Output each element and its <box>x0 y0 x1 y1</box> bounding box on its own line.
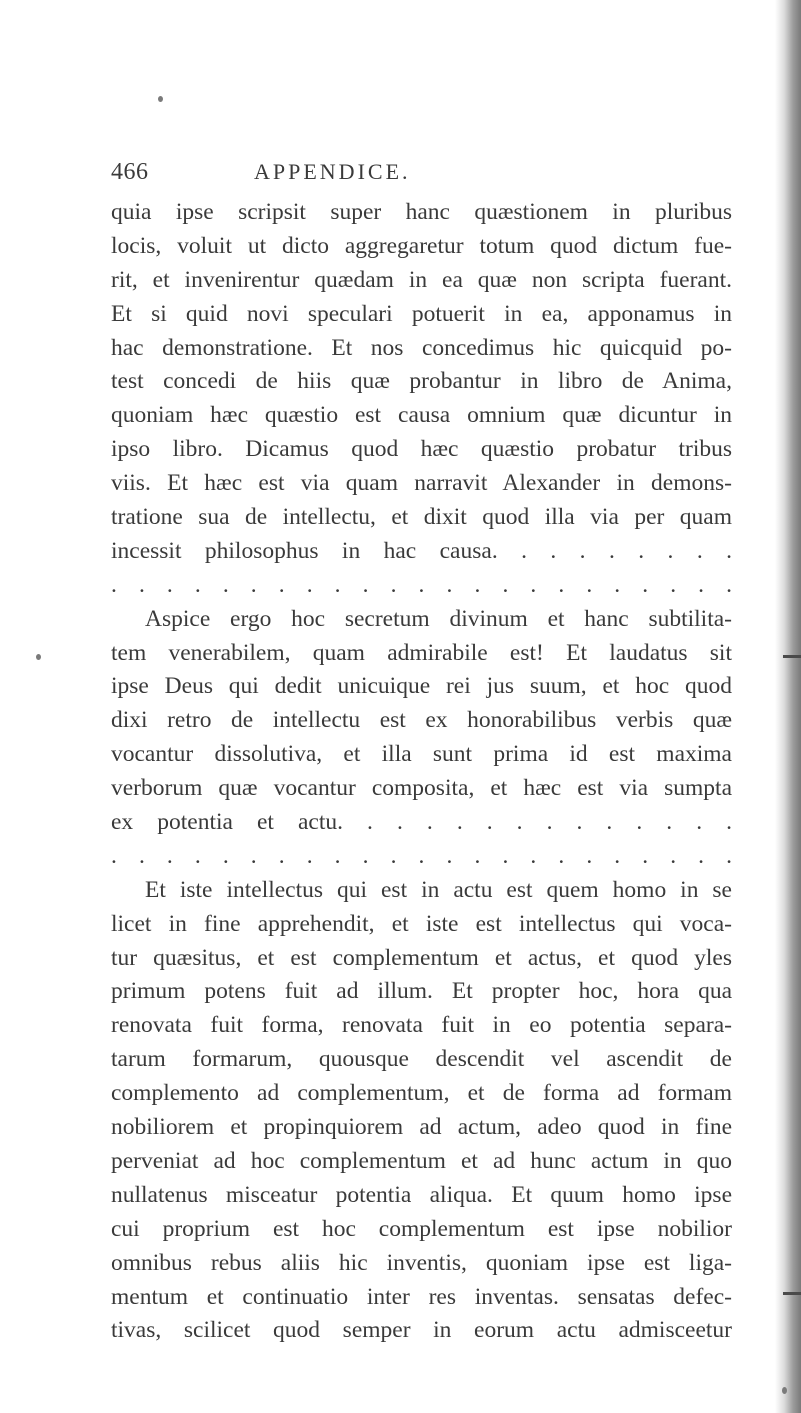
page-header <box>111 159 731 193</box>
text-line: tur quæsitus, et est complementum et actus, et quod yles <box>111 944 732 971</box>
text-line: perveniat ad hoc complementum et ad hunc actum in quo <box>111 1147 732 1174</box>
gutter-mark <box>783 655 801 658</box>
text-line: ex potentia et actu. . . . . . . . . . . . . . <box>111 809 732 836</box>
paragraph-2 <box>111 603 732 840</box>
text-line: tratione sua de intellectu, et dixit quod illa via per quam <box>111 504 732 531</box>
gutter-mark <box>783 1292 801 1295</box>
text-line: test concedi de hiis quæ probantur in libro de Anima, <box>111 368 732 395</box>
ellipsis-row: . . . . . . . . . . . . . . . . . . . . . . . <box>111 842 732 869</box>
text-line: omnibus rebus aliis hic inventis, quoniam ipse est liga- <box>111 1249 732 1276</box>
paper-speck <box>782 1387 787 1394</box>
text-line: nobiliorem et propinquiorem ad actum, adeo quod in fine <box>111 1114 732 1141</box>
ellipsis-row: . . . . . . . . . . . . . . . . . . . . . . . <box>111 571 732 598</box>
text-line: locis, voluit ut dicto aggregaretur totum quod dictum fue- <box>111 232 732 259</box>
text-line: verborum quæ vocantur composita, et hæc est via sumpta <box>111 775 732 802</box>
text-line: renovata fuit forma, renovata fuit in eo potentia separa- <box>111 1012 732 1039</box>
text-line: Aspice ergo hoc secretum divinum et hanc subtilita- <box>145 605 732 632</box>
text-line: nullatenus misceatur potentia aliqua. Et quum homo ipse <box>111 1181 732 1208</box>
text-line: ipso libro. Dicamus quod hæc quæstio probatur tribus <box>111 436 732 463</box>
text-line: viis. Et hæc est via quam narravit Alexander in demons- <box>111 470 732 497</box>
paragraph-1 <box>111 196 732 569</box>
text-line: tarum formarum, quousque descendit vel ascendit de <box>111 1046 732 1073</box>
text-line: mentum et continuatio inter res inventas. sensatas defec- <box>111 1283 732 1310</box>
text-line: tem venerabilem, quam admirabile est! Et laudatus sit <box>111 639 732 666</box>
page-gutter-shadow <box>775 0 801 1413</box>
text-line: Et si quid novi speculari potuerit in ea, apponamus in <box>111 300 732 327</box>
page-number: 466 <box>111 159 149 185</box>
text-line: incessit philosophus in hac causa. . . . . . . . . <box>111 537 732 564</box>
text-line: cui proprium est hoc complementum est ipse nobilior <box>111 1215 732 1242</box>
paper-speck <box>36 654 41 660</box>
text-line: quia ipse scripsit super hanc quæstionem in pluribus <box>111 199 732 225</box>
paper-speck <box>158 96 163 102</box>
paragraph-3 <box>111 874 732 1348</box>
text-line: ipse Deus qui dedit unicuique rei jus suum, et hoc quod <box>111 673 732 700</box>
running-head: APPENDICE. <box>254 159 411 184</box>
body-text <box>111 196 732 1348</box>
text-line: primum potens fuit ad illum. Et propter hoc, hora qua <box>111 978 732 1005</box>
text-line: hac demonstratione. Et nos concedimus hic quicquid po- <box>111 334 732 361</box>
text-line: tivas, scilicet quod semper in eorum actu admisceetur <box>111 1317 732 1344</box>
text-line: complemento ad complementum, et de forma ad formam <box>111 1080 732 1107</box>
text-line: licet in fine apprehendit, et iste est intellectus qui voca- <box>111 910 732 937</box>
text-line: rit, et invenirentur quædam in ea quæ non scripta fuerant. <box>111 266 732 293</box>
text-line: Et iste intellectus qui est in actu est quem homo in se <box>145 876 732 903</box>
text-line: vocantur dissolutiva, et illa sunt prima id est maxima <box>111 741 732 768</box>
text-line: quoniam hæc quæstio est causa omnium quæ dicuntur in <box>111 402 732 429</box>
text-line: dixi retro de intellectu est ex honorabilibus verbis quæ <box>111 707 732 734</box>
